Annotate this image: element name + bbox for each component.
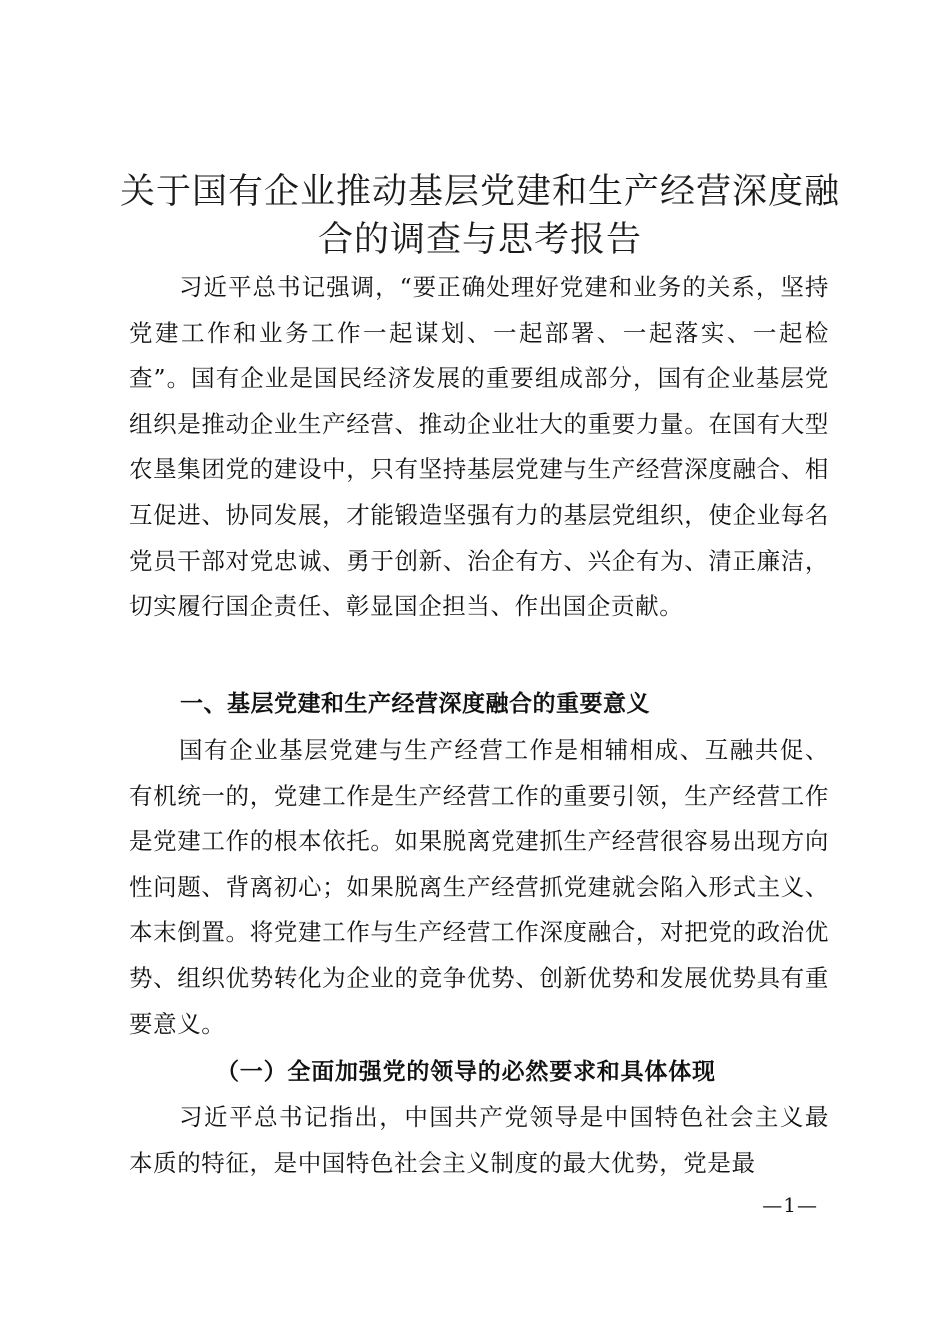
subsection-heading-1: （一）全面加强党的领导的必然要求和具体体现 xyxy=(216,1058,716,1085)
subsection-1-paragraph: 习近平总书记指出，中国共产党领导是中国特色社会主义最本质的特征，是中国特色社会主义制度的最大优势，党是最 xyxy=(129,1103,829,1177)
section-heading-1: 一、基层党建和生产经营深度融合的重要意义 xyxy=(180,691,650,717)
section-1-paragraph: 国有企业基层党建与生产经营工作是相辅相成、互融共促、有机统一的，党建工作是生产经营工作的重要引领，生产经营工作是党建工作的根本依托。如果脱离党建抓生产经营很容易出现方向性问题、背离初心；如果脱离生产经营抓党建就会陷入形式主义、本末倒置。将党建工作与生产经营工作深度融合，对把党的政治优势、组织优势转化为企业的竞争优势、创新优势和发展优势具有重要意义。 xyxy=(129,736,829,1038)
page-number: —1— xyxy=(762,1193,818,1217)
intro-paragraph: 习近平总书记强调，“要正确处理好党建和业务的关系，坚持党建工作和业务工作一起谋划、一起部署、一起落实、一起检查”。国有企业是国民经济发展的重要组成部分，国有企业基层党组织是推动企业生产经营、推动企业壮大的重要力量。在国有大型农垦集团党的建设中，只有坚持基层党建与生产经营深度融合、相互促进、协同发展，才能锻造坚强有力的基层党组织，使企业每名党员干部对党忠诚、勇于创新、治企有方、兴企有为、清正廉洁，切实履行国企责任、彰显国企担当、作出国企贡献。 xyxy=(129,273,829,621)
document-title: 关于国有企业推动基层党建和生产经营深度融合的调查与思考报告 xyxy=(120,172,841,260)
